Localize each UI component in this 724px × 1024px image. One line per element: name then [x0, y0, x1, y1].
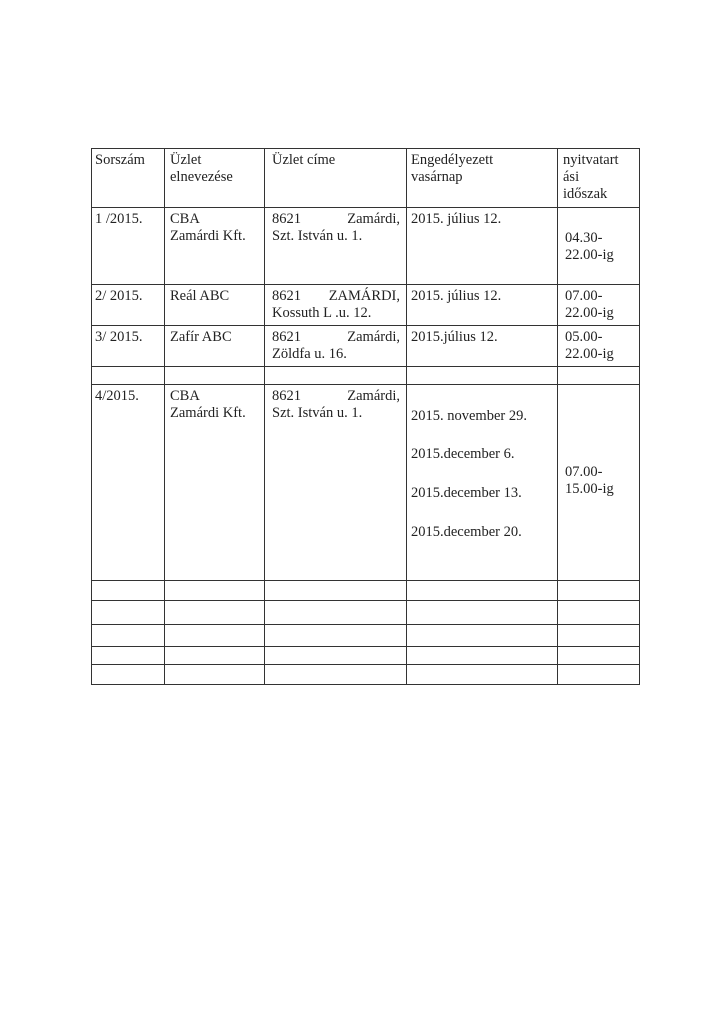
table-border-top — [91, 148, 640, 149]
row-4-hours: 07.00- 15.00-ig — [565, 464, 614, 497]
header-store-name: Üzlet elnevezése — [170, 152, 233, 185]
row-4-store-name: CBA Zamárdi Kft. — [170, 388, 246, 421]
row-3-hours: 05.00- 22.00-ig — [565, 329, 614, 362]
row-3-address: 8621 Zamárdi, Zöldfa u. 16. — [272, 329, 400, 362]
row-divider — [91, 207, 640, 208]
row-4-date: 2015. november 29. — [411, 408, 527, 424]
row-1-address: 8621 Zamárdi, Szt. István u. 1. — [272, 211, 400, 244]
row-divider — [91, 384, 640, 385]
row-divider — [91, 366, 640, 367]
table-border-left — [91, 148, 92, 685]
column-divider-4 — [557, 148, 558, 685]
column-divider-1 — [164, 148, 165, 685]
header-permitted-sunday: Engedélyezett vasárnap — [411, 152, 494, 185]
row-1-store-name: CBA Zamárdi Kft. — [170, 211, 246, 244]
row-3-number: 3/ 2015. — [95, 329, 143, 345]
row-1-number: 1 /2015. — [95, 211, 143, 227]
row-divider — [91, 325, 640, 326]
table-border-bottom — [91, 684, 640, 685]
row-divider — [91, 646, 640, 647]
row-1-hours: 04.30- 22.00-ig — [565, 230, 614, 263]
row-2-date: 2015. július 12. — [411, 288, 502, 304]
row-3-date: 2015.július 12. — [411, 329, 498, 345]
header-number: Sorszám — [95, 152, 145, 168]
row-divider — [91, 664, 640, 665]
table-border-right — [639, 148, 640, 685]
header-opening-period: nyitvatart ási időszak — [563, 152, 619, 202]
row-4-address: 8621 Zamárdi, Szt. István u. 1. — [272, 388, 400, 421]
row-divider — [91, 624, 640, 625]
row-4-date: 2015.december 13. — [411, 485, 522, 501]
row-divider — [91, 284, 640, 285]
column-divider-3 — [406, 148, 407, 685]
row-2-number: 2/ 2015. — [95, 288, 143, 304]
header-store-address: Üzlet címe — [272, 152, 336, 168]
row-divider — [91, 580, 640, 581]
row-3-store-name: Zafír ABC — [170, 329, 232, 345]
row-2-store-name: Reál ABC — [170, 288, 230, 304]
row-2-address: 8621 ZAMÁRDI, Kossuth L .u. 12. — [272, 288, 400, 321]
row-1-date: 2015. július 12. — [411, 211, 502, 227]
row-4-date: 2015.december 20. — [411, 524, 522, 540]
column-divider-2 — [264, 148, 265, 685]
row-4-date: 2015.december 6. — [411, 446, 515, 462]
row-4-number: 4/2015. — [95, 388, 139, 404]
row-divider — [91, 600, 640, 601]
row-2-hours: 07.00- 22.00-ig — [565, 288, 614, 321]
